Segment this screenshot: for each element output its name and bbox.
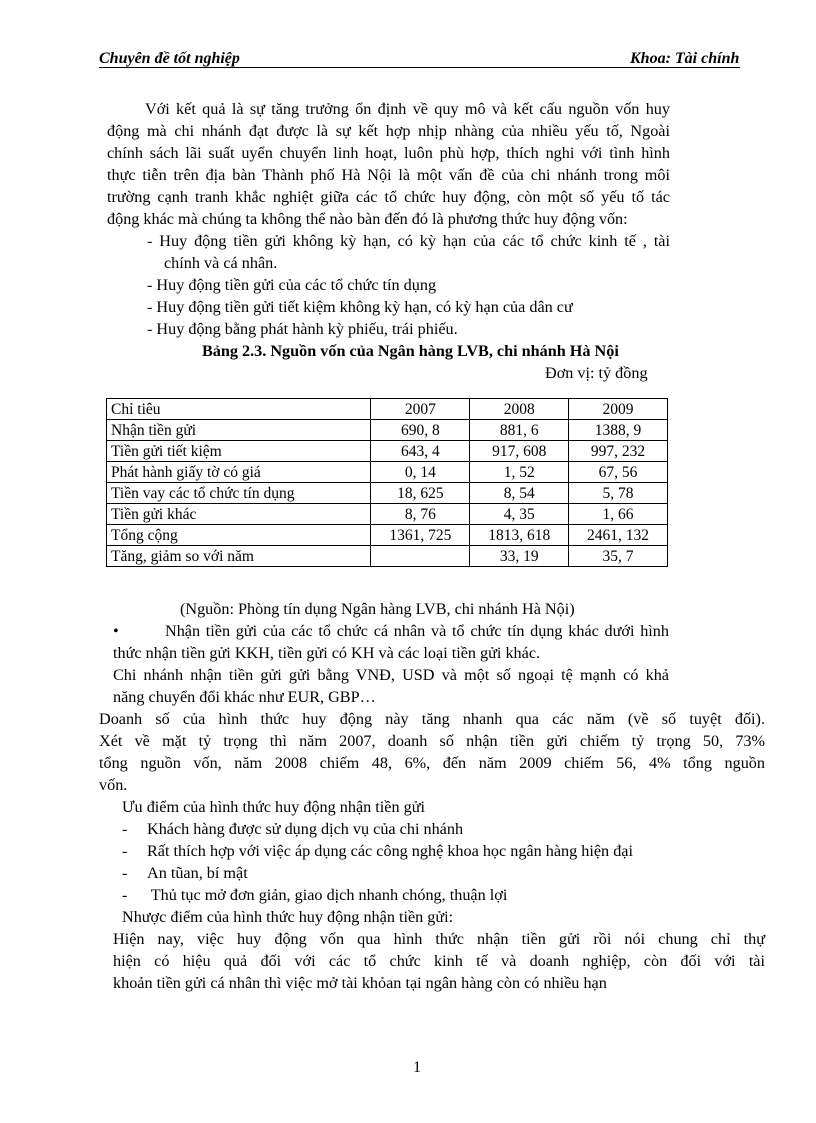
table-cell: Tổng cộng bbox=[107, 525, 371, 546]
table-cell: 0, 14 bbox=[371, 462, 470, 483]
table-source: (Nguồn: Phòng tín dụng Ngân hàng LVB, chi nhánh Hà Nội) bbox=[180, 600, 575, 618]
table-cell: 1813, 618 bbox=[470, 525, 569, 546]
bullet-line-1: Nhận tiền gửi của các tổ chức cá nhân và tổ chức tín dụng khác dưới hình bbox=[165, 622, 669, 640]
table-cell: 18, 625 bbox=[371, 483, 470, 504]
table-cell: 690, 8 bbox=[371, 420, 470, 441]
table-header-cell: 2009 bbox=[569, 399, 668, 420]
table-cell: 917, 608 bbox=[470, 441, 569, 462]
method-item-3: - Huy động tiền gửi tiết kiệm không kỳ hạn, có kỳ hạn của dân cư bbox=[147, 298, 573, 316]
table-cell: Tiền vay các tổ chức tín dụng bbox=[107, 483, 371, 504]
method-item-2: - Huy động tiền gửi của các tổ chức tín dụng bbox=[147, 276, 437, 294]
table-cell: 1361, 725 bbox=[371, 525, 470, 546]
table-header-cell: 2008 bbox=[470, 399, 569, 420]
advantage-item: Thủ tục mở đơn giản, giao dịch nhanh chóng, thuận lợi bbox=[147, 886, 508, 904]
bullet-line-2: thức nhận tiền gửi KKH, tiền gửi có KH và các loại tiền gửi khác. bbox=[113, 644, 541, 662]
table-cell: 643, 4 bbox=[371, 441, 470, 462]
table-cell: 997, 232 bbox=[569, 441, 668, 462]
advantage-item: Rất thích hợp với việc áp dụng các công nghệ khoa học ngân hàng hiện đại bbox=[147, 842, 633, 860]
intro-line-2: động mà chi nhánh đạt được là sự kết hợp nhịp nhàng của nhiều yếu tố, Ngoài bbox=[107, 122, 670, 140]
table-cell: 1388, 9 bbox=[569, 420, 668, 441]
growth-line-4: vốn. bbox=[99, 776, 128, 794]
table-cell: Tiền gửi tiết kiệm bbox=[107, 441, 371, 462]
currency-line-2: năng chuyển đổi khác như EUR, GBP… bbox=[113, 688, 376, 706]
table-header-cell: Chỉ tiêu bbox=[107, 399, 371, 420]
table-cell: Tiền gửi khác bbox=[107, 504, 371, 525]
table-cell: 1, 52 bbox=[470, 462, 569, 483]
growth-line-1: Doanh số của hình thức huy động này tăng nhanh qua các năm (về số tuyệt đối). bbox=[99, 710, 765, 728]
disadvantages-title: Nhược điểm của hình thức huy động nhận tiền gửi: bbox=[122, 908, 454, 926]
table-unit: Đơn vị: tỷ đồng bbox=[545, 364, 648, 382]
page-number: 1 bbox=[413, 1058, 422, 1076]
table-cell: 1, 66 bbox=[569, 504, 668, 525]
growth-line-3: tổng nguồn vốn, năm 2008 chiếm 48, 6%, đến năm 2009 chiếm 56, 4% tổng nguồn bbox=[99, 754, 765, 772]
method-item-1-cont: chính và cá nhân. bbox=[164, 254, 278, 272]
table-header-cell: 2007 bbox=[371, 399, 470, 420]
intro-line-6: động khác mà chúng ta không thể nào bàn đến đó là phương thức huy động vốn: bbox=[107, 210, 628, 228]
intro-line-5: trường cạnh tranh khắc nghiệt giữa các tổ chức huy động, còn một số yếu tố tác bbox=[107, 188, 670, 206]
advantage-item: An tũan, bí mật bbox=[147, 864, 248, 882]
advantage-dash: - bbox=[122, 842, 128, 860]
table-cell bbox=[371, 546, 470, 567]
table-row bbox=[107, 546, 668, 567]
header-right: Khoa: Tài chính bbox=[630, 50, 740, 67]
table-cell: 4, 35 bbox=[470, 504, 569, 525]
header-rule bbox=[99, 67, 740, 68]
table-row bbox=[107, 504, 668, 525]
table-cell: Tăng, giảm so với năm bbox=[107, 546, 371, 567]
table-caption: Bảng 2.3. Nguồn vốn của Ngân hàng LVB, chi nhánh Hà Nội bbox=[202, 342, 619, 360]
table-row bbox=[107, 462, 668, 483]
table-row bbox=[107, 420, 668, 441]
table-row bbox=[107, 525, 668, 546]
disadvantage-line-1: Hiện nay, việc huy động vốn qua hình thức nhận tiền gửi rồi nói chung chỉ thự bbox=[113, 930, 765, 948]
table-cell: 5, 78 bbox=[569, 483, 668, 504]
disadvantage-line-3: khoản tiền gửi cá nhân thì việc mở tài khỏan tại ngân hàng còn có nhiều hạn bbox=[113, 974, 607, 992]
advantage-dash: - bbox=[122, 886, 128, 904]
table-header-row bbox=[107, 399, 668, 420]
advantage-dash: - bbox=[122, 864, 128, 882]
method-item-4: - Huy động bằng phát hành kỳ phiếu, trái phiếu. bbox=[147, 320, 458, 338]
table-cell: 33, 19 bbox=[470, 546, 569, 567]
table-cell: 35, 7 bbox=[569, 546, 668, 567]
intro-line-1: Với kết quả là sự tăng trưởng ổn định về quy mô và kết cấu nguồn vốn huy bbox=[145, 100, 670, 118]
header-left: Chuyên đề tốt nghiệp bbox=[99, 50, 240, 67]
method-item-1: - Huy động tiền gửi không kỳ hạn, có kỳ hạn của các tổ chức kinh tế , tài bbox=[147, 232, 670, 250]
table-cell: 2461, 132 bbox=[569, 525, 668, 546]
disadvantage-line-2: hiện có hiệu quả đối với các tổ chức kinh tế và doanh nghiệp, còn đối với tài bbox=[113, 952, 765, 970]
bullet-icon: • bbox=[113, 622, 119, 640]
advantages-title: Ưu điểm của hình thức huy động nhận tiền gửi bbox=[122, 798, 425, 816]
table-cell: 881, 6 bbox=[470, 420, 569, 441]
table-cell: Nhận tiền gửi bbox=[107, 420, 371, 441]
table-cell: 67, 56 bbox=[569, 462, 668, 483]
table-cell: 8, 76 bbox=[371, 504, 470, 525]
currency-line-1: Chi nhánh nhận tiền gửi gửi bằng VNĐ, USD và một số ngoại tệ mạnh có khả bbox=[113, 666, 669, 684]
intro-line-3: chính sách lãi suất uyển chuyển linh hoạt, luôn phù hợp, thích nghi với tình hình bbox=[107, 144, 670, 162]
intro-line-4: thực tiễn trên địa bàn Thành phố Hà Nội là một vấn đề của chi nhánh trong môi bbox=[107, 166, 670, 184]
table-row bbox=[107, 441, 668, 462]
advantage-dash: - bbox=[122, 820, 128, 838]
table-cell: 8, 54 bbox=[470, 483, 569, 504]
table-row bbox=[107, 483, 668, 504]
funding-table bbox=[106, 398, 668, 567]
table-cell: Phát hành giấy tờ có giá bbox=[107, 462, 371, 483]
growth-line-2: Xét về mặt tỷ trọng thì năm 2007, doanh số nhận tiền gửi chiếm tỷ trọng 50, 73% bbox=[99, 732, 765, 750]
advantage-item: Khách hàng được sử dụng dịch vụ của chi nhánh bbox=[147, 820, 464, 838]
